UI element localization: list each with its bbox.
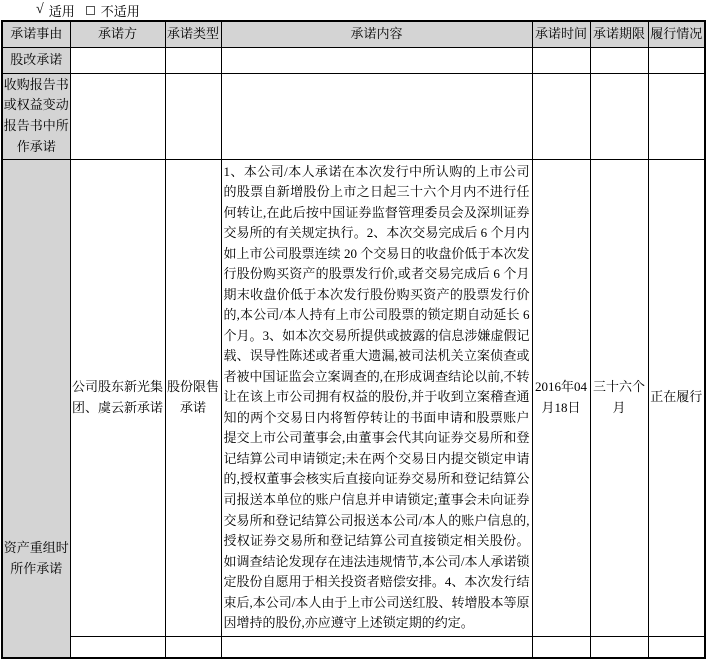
cell-period-empty bbox=[590, 47, 648, 73]
check-mark-icon: √ bbox=[36, 2, 44, 17]
cell-time: 2016年04月18日 bbox=[532, 159, 590, 636]
header-reason: 承诺事由 bbox=[2, 21, 70, 47]
cell-type-empty bbox=[165, 47, 221, 73]
table-header-row bbox=[2, 21, 705, 47]
cell-content-empty bbox=[221, 73, 532, 159]
cell-type-empty bbox=[165, 73, 221, 159]
cell-reason: 收购报告书或权益变动报告书中所作承诺 bbox=[2, 73, 70, 159]
header-party: 承诺方 bbox=[70, 21, 165, 47]
cell-time-empty bbox=[532, 73, 590, 159]
not-applicable-label: 不适用 bbox=[100, 3, 140, 19]
cell-content-empty bbox=[221, 636, 532, 658]
cell-type-empty bbox=[165, 636, 221, 658]
cell-status: 正在履行 bbox=[648, 159, 705, 636]
applicable-label: 适用 bbox=[48, 3, 75, 19]
header-time: 承诺时间 bbox=[532, 21, 590, 47]
cell-period: 三十六个月 bbox=[590, 159, 648, 636]
table-row-acquisition-report bbox=[2, 73, 705, 159]
header-status: 履行情况 bbox=[648, 21, 705, 47]
cell-party-empty bbox=[70, 47, 165, 73]
cell-party-empty bbox=[70, 636, 165, 658]
header-type: 承诺类型 bbox=[165, 21, 221, 47]
cell-type: 股份限售承诺 bbox=[165, 159, 221, 636]
header-content: 承诺内容 bbox=[221, 21, 532, 47]
header-period: 承诺期限 bbox=[590, 21, 648, 47]
commitments-table bbox=[1, 20, 706, 659]
cell-content: 1、本公司/本人承诺在本次发行中所认购的上市公司的股票自新增股份上市之日起三十六个月内不进行任何转让,在此后按中国证券监督管理委员会及深圳证券交易所的有关规定执行。2、本次交易完成后 6 个月内如上市公司股票连续 20 个交易日的收盘价低于本次发行股份购买资产的股票发行价,或者交易完成后 6 个月期末收盘价低于本次发行股份购买资产的股票发行价的,本公司/本人持有上市公司股票的锁定期自动延长 6 个月。3、如本次交易所提供或披露的信息涉嫌虚假记载、误导性陈述或者重大遗漏,被司法机关立案侦查或者被中国证监会立案调查的,在形成调查结论以前,不转让在该上市公司拥有权益的股份,并于收到立案稽查通知的两个交易日内将暂停转让的书面申请和股票账户提交上市公司董事会,由董事会代其向证券交易所和登记结算公司申请锁定;未在两个交易日内提交锁定申请的,授权董事会核实后直接向证券交易所和登记结算公司报送本单位的账户信息并申请锁定;董事会未向证券交易所和登记结算公司报送本公司/本人的账户信息的,授权证券交易所和登记结算公司直接锁定相关股份。如调查结论发现存在违法违规情节,本公司/本人承诺锁定股份自愿用于相关投资者赔偿安排。4、本次发行结束后,本公司/本人由于上市公司送红股、转增股本等原因增持的股份,亦应遵守上述锁定期的约定。 bbox=[221, 159, 532, 636]
table-row-partial bbox=[2, 636, 705, 658]
cell-party: 公司股东新光集团、虞云新承诺 bbox=[70, 159, 165, 636]
cell-party-empty bbox=[70, 73, 165, 159]
cell-time-empty bbox=[532, 47, 590, 73]
cell-status-empty bbox=[648, 73, 705, 159]
table-row-share-reform bbox=[2, 47, 705, 73]
cell-content-empty bbox=[221, 47, 532, 73]
cell-time-empty bbox=[532, 636, 590, 658]
checkbox-empty-icon bbox=[86, 6, 95, 15]
cell-period-empty bbox=[590, 73, 648, 159]
cell-status-empty bbox=[648, 636, 705, 658]
table-row-asset-restructuring bbox=[2, 159, 705, 636]
applicability-line bbox=[36, 1, 140, 19]
cell-reason: 资产重组时所作承诺 bbox=[2, 159, 70, 658]
cell-status-empty bbox=[648, 47, 705, 73]
cell-reason: 股改承诺 bbox=[2, 47, 70, 73]
cell-period-empty bbox=[590, 636, 648, 658]
